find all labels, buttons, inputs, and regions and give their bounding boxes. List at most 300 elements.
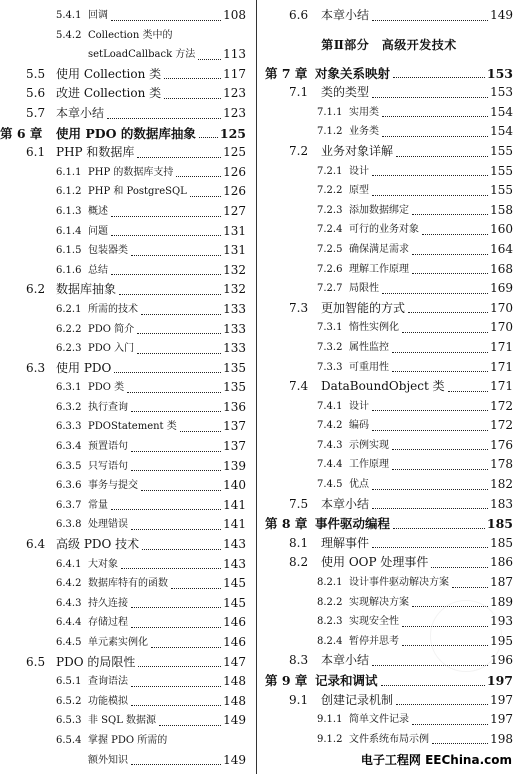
toc-entry[interactable] — [265, 475, 513, 495]
toc-entry-number: 5.7 — [26, 105, 46, 120]
toc-entry-title: 设计 — [349, 400, 369, 412]
dot-leader — [111, 509, 221, 510]
toc-entry-title: 工作原理 — [349, 459, 389, 471]
toc-entry-title: 设计 — [349, 165, 369, 177]
toc-entry[interactable] — [265, 220, 513, 240]
toc-entry-page: 141 — [223, 497, 246, 512]
toc-entry[interactable] — [265, 122, 513, 142]
toc-entry-title: 优点 — [349, 479, 369, 491]
dot-leader — [412, 254, 488, 255]
toc-entry-title: 简单文件记录 — [349, 714, 409, 726]
toc-entry-number: 7.4.2 — [317, 420, 343, 432]
toc-entry-page: 141 — [223, 517, 246, 532]
toc-entry-page: 149 — [223, 713, 246, 728]
toc-entry-number: 7.5 — [289, 496, 309, 511]
dot-leader — [412, 273, 488, 274]
toc-entry-title: 可行的业务对象 — [349, 224, 419, 236]
dot-leader — [392, 371, 488, 372]
dot-leader — [131, 627, 221, 628]
toc-entry-number: 6.1.5 — [56, 245, 82, 257]
dot-leader — [422, 234, 488, 235]
dot-leader — [452, 587, 488, 588]
toc-entry-number: 7.2.4 — [317, 224, 343, 236]
toc-entry-number: 6.5.1 — [56, 676, 82, 688]
toc-entry[interactable] — [265, 201, 513, 221]
toc-entry[interactable] — [265, 260, 513, 280]
toc-entry-title: 常量 — [88, 499, 108, 511]
toc-entry-number: 6.2.2 — [56, 323, 82, 335]
toc-entry-page: 185 — [486, 516, 513, 532]
dot-leader — [131, 411, 221, 412]
toc-entry-page: 187 — [490, 575, 513, 590]
toc-entry-page: 145 — [223, 576, 246, 591]
toc-entry-title: 处理错误 — [88, 519, 128, 531]
toc-entry-title: 数据库抽象 — [56, 282, 117, 297]
toc-entry[interactable] — [0, 6, 246, 26]
toc-entry-number: 6.3 — [26, 360, 46, 375]
dot-leader — [372, 508, 488, 509]
toc-entry[interactable] — [0, 104, 246, 124]
toc-entry-number: 7.4.1 — [317, 400, 343, 412]
toc-entry[interactable] — [0, 261, 246, 281]
dot-leader — [372, 489, 488, 490]
toc-entry-title: 回调 — [88, 10, 108, 21]
toc-entry-page: 153 — [486, 65, 513, 81]
dot-leader — [392, 449, 488, 450]
toc-entry-title: 单元素实例化 — [88, 637, 148, 648]
toc-entry-number: 6.3.4 — [56, 441, 82, 453]
toc-entry[interactable] — [265, 318, 513, 338]
toc-entry-title: DataBoundObject 类 — [321, 379, 445, 394]
toc-entry-title: 业务对象详解 — [321, 143, 394, 158]
toc-entry-number: 8.2.3 — [317, 616, 343, 628]
toc-entry[interactable] — [265, 397, 513, 417]
toc-entry-page: 139 — [223, 458, 246, 473]
toc-entry-page: 133 — [223, 321, 246, 336]
dot-leader — [138, 666, 221, 667]
toc-entry[interactable] — [265, 103, 513, 123]
toc-entry-number: 6.3.2 — [56, 401, 82, 413]
toc-entry-page: 126 — [223, 184, 246, 199]
toc-entry-page: 137 — [223, 419, 246, 434]
toc-entry-number: 7.2.5 — [317, 243, 343, 255]
dot-leader — [393, 528, 485, 529]
toc-entry[interactable] — [265, 553, 513, 573]
toc-entry[interactable] — [0, 182, 246, 202]
toc-entry-title: 存储过程 — [88, 617, 128, 629]
toc-entry[interactable] — [0, 84, 246, 104]
toc-entry[interactable] — [265, 671, 513, 691]
toc-entry[interactable] — [0, 124, 246, 144]
toc-entry-title: 理解事件 — [321, 535, 370, 550]
dot-leader — [131, 705, 221, 706]
toc-entry-number: 5.6 — [26, 86, 46, 101]
toc-entry-page: 143 — [223, 556, 246, 571]
toc-entry-title: 数据库特有的函数 — [88, 578, 168, 590]
toc-entry[interactable] — [0, 731, 246, 751]
toc-entry[interactable] — [0, 163, 246, 183]
toc-entry-title: 示例实现 — [349, 439, 389, 451]
toc-entry-page: 140 — [223, 478, 246, 493]
dot-leader — [119, 294, 221, 295]
toc-entry-page: 131 — [223, 223, 246, 238]
dot-leader — [131, 607, 221, 608]
toc-entry-page: 125 — [223, 145, 246, 160]
toc-entry-number: 6.1.1 — [56, 166, 82, 178]
toc-entry[interactable] — [0, 241, 246, 261]
dot-leader — [111, 235, 221, 236]
part-heading: 第Ⅱ部分 高级开发技术 — [321, 37, 457, 52]
dot-leader — [131, 529, 221, 530]
toc-entry-number: 7.4.3 — [317, 439, 343, 451]
toc-entry-title: 惰性实例化 — [349, 322, 399, 334]
toc-entry-page: 155 — [490, 163, 513, 178]
toc-entry-number: 6.5.4 — [56, 734, 82, 746]
toc-entry-page: 185 — [490, 535, 513, 550]
toc-entry-number: 7.4.5 — [317, 479, 343, 491]
toc-entry-page: 148 — [223, 674, 246, 689]
toc-entry[interactable] — [265, 181, 513, 201]
toc-entry-page: 153 — [490, 85, 513, 100]
toc-entry-page: 171 — [490, 359, 513, 374]
toc-entry-page: 169 — [490, 281, 513, 296]
toc-entry-title: 实现解决方案 — [349, 596, 409, 608]
column-divider — [256, 0, 257, 774]
toc-entry-title: 暂停并思考 — [349, 635, 399, 647]
toc-entry[interactable] — [0, 45, 246, 65]
toc-entry-title: PDO 类 — [88, 382, 125, 394]
toc-left-column — [0, 6, 246, 770]
toc-entry-page: 193 — [490, 614, 513, 629]
toc-entry[interactable] — [0, 437, 246, 457]
toc-entry[interactable] — [0, 417, 246, 437]
dot-leader — [412, 724, 488, 725]
toc-entry-title: 事务与提交 — [88, 480, 138, 492]
toc-entry-number: 6.3.8 — [56, 519, 82, 531]
toc-entry-number: 7.2.6 — [317, 263, 343, 275]
toc-entry-page: 182 — [490, 477, 513, 492]
toc-entry[interactable] — [0, 574, 246, 594]
toc-entry-title: 非 SQL 数据源 — [88, 715, 157, 727]
toc-entry-title: 添加数据绑定 — [349, 204, 409, 216]
dot-leader — [131, 451, 221, 452]
dot-leader — [131, 255, 221, 256]
dot-leader — [431, 567, 488, 568]
toc-entry-title: 设计事件驱动解决方案 — [349, 577, 449, 589]
toc-entry-number: 第 6 章 — [0, 125, 43, 141]
toc-entry[interactable] — [265, 455, 513, 475]
dot-leader — [141, 490, 221, 491]
toc-entry-page: 131 — [223, 243, 246, 258]
toc-entry-number: 6.1.2 — [56, 186, 82, 198]
toc-entry[interactable] — [265, 64, 513, 84]
toc-entry-page: 197 — [486, 673, 513, 688]
toc-entry-number: 6.2 — [26, 282, 46, 297]
toc-entry[interactable] — [265, 338, 513, 358]
toc-entry-page: 154 — [490, 104, 513, 119]
toc-entry-title: 只写语句 — [88, 460, 128, 472]
toc-entry-number: 7.4 — [289, 379, 309, 394]
toc-entry[interactable] — [0, 594, 246, 614]
dot-leader — [372, 547, 488, 548]
toc-entry-page: 126 — [223, 164, 246, 179]
toc-entry-page: 171 — [490, 379, 513, 394]
toc-entry[interactable] — [0, 476, 246, 496]
toc-entry[interactable] — [0, 653, 246, 673]
toc-entry-page: 136 — [223, 399, 246, 414]
toc-entry-number: 第 9 章 — [265, 673, 308, 688]
toc-entry-number: 6.1.4 — [56, 225, 82, 237]
dot-leader — [432, 743, 488, 744]
toc-entry-page: 135 — [223, 380, 246, 395]
toc-entry-number: 6.4.1 — [56, 558, 82, 570]
toc-entry-page: 125 — [219, 125, 246, 141]
toc-entry-number: 7.1.1 — [317, 106, 343, 118]
toc-entry[interactable] — [265, 416, 513, 436]
toc-entry-title: 问题 — [88, 225, 108, 237]
toc-entry-title: PHP 和 PostgreSQL — [88, 186, 187, 198]
toc-entry-number: 7.1.2 — [317, 126, 343, 138]
dot-leader — [393, 77, 485, 78]
toc-entry-page: 154 — [490, 124, 513, 139]
dot-leader — [372, 195, 488, 196]
toc-entry[interactable] — [265, 83, 513, 103]
toc-entry[interactable] — [0, 320, 246, 340]
dot-leader — [372, 20, 488, 21]
toc-entry-title: 额外知识 — [88, 754, 128, 766]
toc-entry[interactable] — [265, 710, 513, 730]
toc-entry-title: PDOStatement 类 — [88, 421, 177, 433]
toc-entry-page: 178 — [490, 457, 513, 472]
toc-entry-number: 7.2.1 — [317, 165, 343, 177]
toc-entry-title: 本章小结 — [321, 496, 370, 511]
toc-entry-number: 6.2.3 — [56, 343, 82, 355]
toc-entry-number: 6.3.3 — [56, 421, 82, 433]
toc-entry-page: 172 — [490, 418, 513, 433]
toc-entry-page: 146 — [223, 635, 246, 649]
toc-entry-page: 145 — [223, 595, 246, 610]
toc-entry[interactable] — [265, 162, 513, 182]
dot-leader — [137, 157, 221, 158]
toc-entry-page: 183 — [490, 496, 513, 511]
toc-entry[interactable] — [0, 555, 246, 575]
dot-leader — [164, 98, 221, 99]
toc-entry[interactable] — [0, 457, 246, 477]
toc-entry-title: 确保满足需求 — [349, 243, 409, 255]
toc-entry-page: 132 — [223, 282, 246, 297]
dot-leader — [137, 333, 221, 334]
toc-entry-number: 7.2.2 — [317, 185, 343, 197]
toc-entry-title: 类的类型 — [321, 85, 370, 100]
toc-entry-page: 171 — [490, 339, 513, 354]
dot-leader — [372, 97, 488, 98]
toc-entry-page: 149 — [490, 8, 513, 22]
toc-entry-number: 6.4.4 — [56, 617, 82, 629]
toc-entry[interactable] — [265, 534, 513, 554]
toc-entry[interactable] — [0, 339, 246, 359]
dot-leader — [372, 430, 488, 431]
toc-entry[interactable] — [0, 398, 246, 418]
toc-entry[interactable] — [0, 359, 246, 379]
watermark: 电子工程网 EEChina.com — [360, 753, 512, 767]
toc-entry-number: 6.5 — [26, 654, 46, 669]
toc-entry-page: 127 — [223, 203, 246, 218]
toc-entry-page: 108 — [223, 8, 246, 22]
toc-entry[interactable] — [0, 535, 246, 555]
toc-entry-number: 8.1 — [289, 535, 309, 550]
dot-leader — [164, 78, 221, 79]
toc-entry[interactable] — [265, 279, 513, 299]
toc-entry-number: 6.1.6 — [56, 264, 82, 276]
toc-entry[interactable] — [0, 672, 246, 692]
toc-entry-title: 执行查询 — [88, 401, 128, 413]
toc-entry-page: 197 — [490, 712, 513, 727]
toc-entry[interactable] — [0, 711, 246, 731]
toc-entry[interactable] — [265, 358, 513, 378]
toc-entry-page: 158 — [490, 202, 513, 217]
toc-entry-title: 改进 Collection 类 — [56, 86, 162, 101]
toc-entry-page: 197 — [490, 692, 513, 707]
toc-entry-number: 6.5.3 — [56, 715, 82, 727]
dot-leader — [131, 470, 221, 471]
toc-entry-page: 149 — [223, 752, 246, 767]
toc-entry[interactable] — [265, 573, 513, 593]
toc-entry-title: 原型 — [349, 185, 369, 197]
toc-entry-title: 本章小结 — [56, 105, 105, 120]
toc-entry[interactable] — [265, 730, 513, 750]
toc-entry-page: 168 — [490, 261, 513, 276]
toc-entry-number: 6.3.1 — [56, 382, 82, 394]
dot-leader — [382, 293, 488, 294]
toc-entry-number: 6.1 — [26, 145, 46, 160]
toc-entry-title: 概述 — [88, 205, 108, 217]
toc-entry[interactable] — [0, 143, 246, 163]
toc-entry[interactable] — [0, 202, 246, 222]
dot-leader — [392, 352, 488, 353]
dot-leader — [199, 137, 218, 138]
dot-leader — [382, 136, 488, 137]
toc-entry-title: 大对象 — [88, 558, 118, 570]
toc-entry-title: setLoadCallback 方法 — [88, 49, 196, 61]
toc-entry-page: 155 — [490, 183, 513, 198]
toc-entry-title: 理解工作原理 — [349, 263, 409, 275]
toc-entry-number: 6.2.1 — [56, 303, 82, 315]
toc-entry-number: 6.4.5 — [56, 637, 82, 648]
toc-entry[interactable] — [265, 436, 513, 456]
toc-entry[interactable] — [265, 299, 513, 319]
toc-entry-number: 7.1 — [289, 85, 309, 100]
toc-entry[interactable] — [265, 495, 513, 515]
toc-entry-title: 创建记录机制 — [321, 692, 394, 707]
dot-leader — [111, 216, 221, 217]
toc-entry-number: 8.3 — [289, 653, 309, 668]
toc-entry-title: PHP 的数据库支持 — [88, 166, 174, 178]
toc-entry-number: 5.5 — [26, 66, 46, 81]
dot-leader — [131, 764, 221, 765]
faint-stamp-icon — [430, 600, 502, 672]
toc-entry-title: 使用 Collection 类 — [56, 66, 162, 81]
toc-entry-page: 148 — [223, 693, 246, 708]
dot-leader — [382, 116, 488, 117]
toc-entry-title: 对象关系映射 — [315, 65, 391, 81]
toc-entry-number: 6.3.6 — [56, 480, 82, 492]
dot-leader — [176, 176, 221, 177]
toc-entry[interactable] — [0, 613, 246, 633]
toc-entry-page: 186 — [490, 555, 513, 570]
toc-entry-page: 143 — [223, 537, 246, 552]
toc-entry-number: 7.2.7 — [317, 283, 343, 295]
toc-entry-number: 6.6 — [289, 8, 309, 22]
dot-leader — [412, 214, 488, 215]
toc-entry-number: 5.4.1 — [56, 10, 82, 21]
toc-entry-page: 164 — [490, 241, 513, 256]
toc-entry[interactable] — [0, 300, 246, 320]
toc-entry-title: 文件系统布局示例 — [349, 733, 429, 745]
dot-leader — [402, 332, 488, 333]
toc-entry-page: 189 — [490, 594, 513, 609]
toc-entry[interactable] — [0, 26, 246, 46]
toc-entry-title: 掌握 PDO 所需的 — [88, 734, 168, 746]
toc-entry[interactable] — [0, 280, 246, 300]
dot-leader — [392, 469, 488, 470]
toc-entry-page: 196 — [490, 653, 513, 668]
toc-entry-title: 属性监控 — [349, 341, 389, 353]
toc-entry-page: 198 — [490, 731, 513, 746]
dot-leader — [198, 59, 221, 60]
toc-entry-title: PDO 简介 — [88, 323, 135, 335]
toc-entry[interactable] — [265, 514, 513, 534]
toc-entry-title: PDO 的局限性 — [56, 654, 136, 669]
toc-entry-number: 7.4.4 — [317, 459, 343, 471]
toc-entry[interactable] — [0, 751, 246, 771]
toc-entry[interactable] — [265, 691, 513, 711]
toc-entry-page: 195 — [490, 633, 513, 648]
toc-entry-number: 8.2.4 — [317, 635, 343, 647]
toc-entry[interactable] — [0, 633, 246, 653]
toc-entry[interactable] — [0, 222, 246, 242]
toc-entry[interactable] — [265, 6, 513, 26]
toc-entry-number: 6.4 — [26, 537, 46, 552]
toc-entry-number: 6.3.7 — [56, 499, 82, 511]
toc-entry[interactable] — [0, 515, 246, 535]
toc-entry-title: PHP 和数据库 — [56, 145, 135, 160]
toc-entry-title: 使用 PDO — [56, 360, 112, 375]
toc-entry-number: 第 8 章 — [265, 516, 308, 532]
toc-entry-title: 本章小结 — [321, 653, 370, 668]
toc-entry-page: 176 — [490, 437, 513, 452]
toc-entry-title: 本章小结 — [321, 8, 370, 22]
toc-entry[interactable] — [265, 240, 513, 260]
dot-leader — [396, 704, 488, 705]
toc-entry[interactable] — [0, 65, 246, 85]
toc-entry[interactable] — [0, 378, 246, 398]
dot-leader — [171, 588, 221, 589]
toc-entry-number: 6.4.2 — [56, 578, 82, 590]
toc-entry[interactable] — [265, 142, 513, 162]
toc-entry[interactable] — [0, 496, 246, 516]
toc-entry[interactable] — [265, 377, 513, 397]
toc-entry[interactable] — [0, 692, 246, 712]
toc-entry-title: 查询语法 — [88, 676, 128, 688]
dot-leader — [114, 372, 221, 373]
toc-entry-page: 147 — [223, 654, 246, 669]
toc-entry-number: 7.2 — [289, 143, 309, 158]
toc-entry-title: 使用 PDO 的数据库抽象 — [56, 125, 196, 141]
toc-entry-page: 146 — [223, 615, 246, 630]
toc-entry-number: 9.1.1 — [317, 714, 343, 726]
dot-leader — [111, 274, 221, 275]
toc-entry-page: 133 — [223, 341, 246, 356]
